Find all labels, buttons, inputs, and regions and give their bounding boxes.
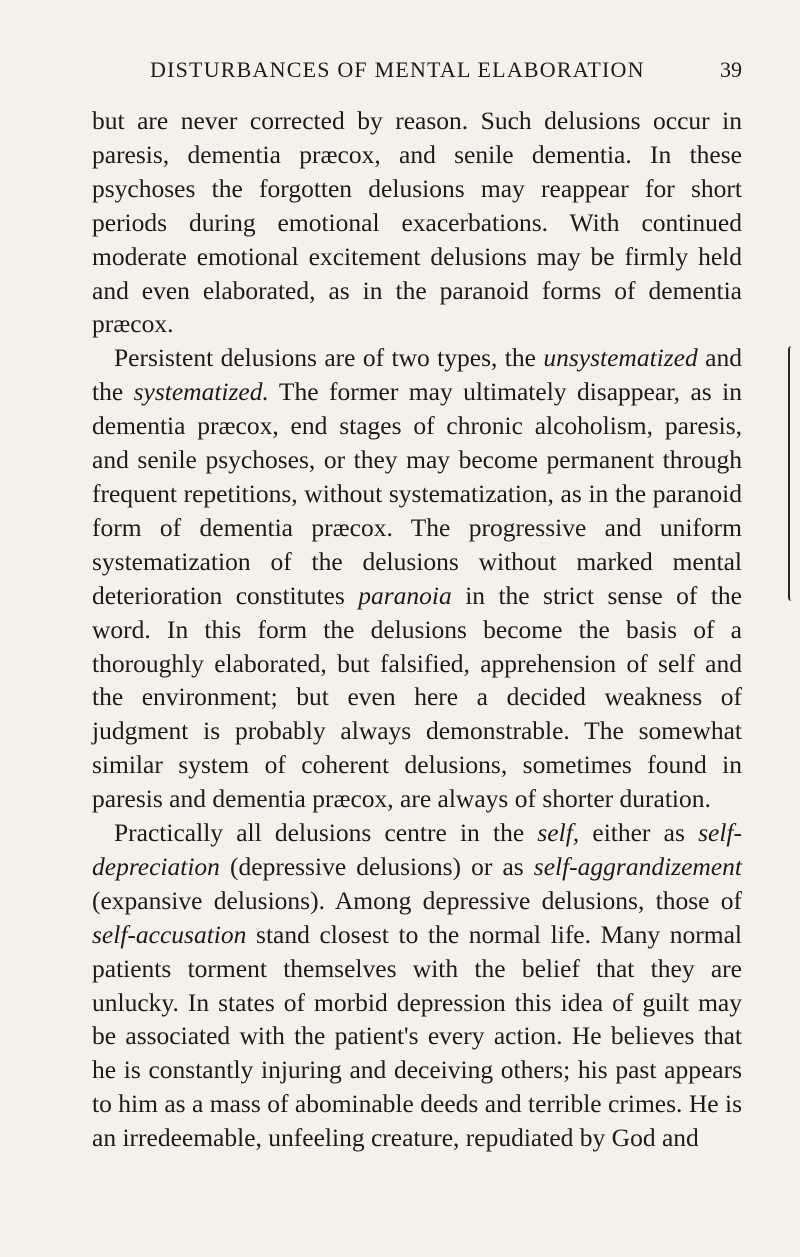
text-segment: in the strict sense of the word. In this form the delusions become the basis of a thoroughly elaborated, but falsified, apprehension of self and the environment; but even here a decided weakness of judgment is probably always demonstrable. The somewhat similar system of coherent delusions, sometimes found in paresis and dementia præcox, are always of shorter duration.: [92, 580, 742, 814]
paragraph-2: [92, 341, 742, 816]
text-segment: either as: [579, 818, 699, 848]
paragraph-1: [92, 104, 742, 341]
text-segment: stand closest to the normal life. Many normal patients torment themselves with the belief that they are unlucky. In states of morbid depression this idea of guilt may be associated with the patient's every action. He believes that he is constantly injuring and deceiving others; his past appears to him as a mass of abominable deeds and terrible crimes. He is an irredeemable, unfeeling creature, repudiated by God and: [92, 919, 742, 1153]
italic-term-systematized: systematized.: [133, 377, 269, 407]
italic-term-self: self,: [537, 818, 580, 848]
italic-term-self-depreciation: self-depreciation: [92, 818, 742, 881]
running-head: [92, 56, 742, 84]
running-head-title: DISTURBANCES OF MENTAL ELABORATION: [150, 57, 645, 82]
text-segment: but are never corrected by reason. Such delusions occur in paresis, dementia præcox, and senile dementia. In these psychoses the forgotten delusions may reappear for short periods during emotional exacerbations. With continued moderate emotional excitement delusions may be firmly held and even elaborated, as in the paranoid forms of dementia præcox.: [92, 106, 742, 339]
page-number: 39: [720, 57, 742, 82]
body-text: [92, 104, 742, 1155]
text-segment: (depressive delusions) or as: [219, 851, 534, 881]
text-segment: and the: [92, 343, 742, 407]
text-segment: Practically all delusions centre in the: [114, 818, 538, 848]
italic-term-self-accusation: self-accusation: [92, 919, 247, 949]
paragraph-3: [92, 816, 742, 1155]
italic-term-paranoia: paranoia: [358, 580, 452, 610]
italic-term-self-aggrandizement: self-aggrandizement: [533, 851, 742, 881]
italic-term-unsystematized: unsystematized: [543, 343, 698, 373]
text-segment: (expansive delusions). Among depressive delusions, those of: [92, 885, 742, 915]
text-segment: The former may ultimately disappear, as in dementia præcox, end stages of chronic alcoholism, paresis, and senile psychoses, or they may become permanent through frequent repetitions, without systematization, as in the paranoid form of dementia præcox. The progressive and uniform systematization of the delusions without marked mental deterioration constitutes: [92, 377, 743, 610]
text-segment: Persistent delusions are of two types, the: [114, 343, 544, 373]
margin-bracket-mark: [788, 346, 795, 601]
